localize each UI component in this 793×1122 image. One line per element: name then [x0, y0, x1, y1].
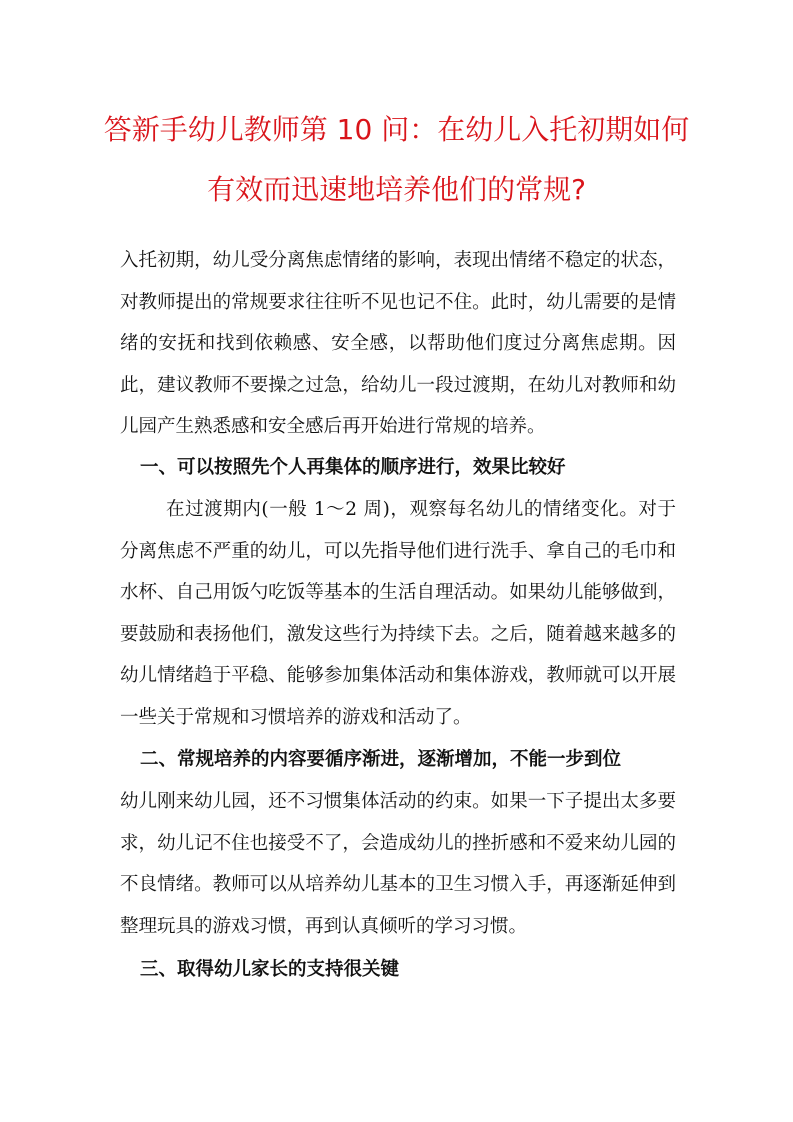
section-heading-1: 一、可以按照先个人再集体的顺序进行，效果比较好	[140, 457, 566, 478]
section-heading-3: 三、取得幼儿家长的支持很关键	[140, 959, 400, 980]
intro-paragraph: 入托初期，幼儿受分离焦虑情绪的影响，表现出情绪不稳定的状态，对教师提出的常规要求往往听不见也记不住。此时，幼儿需要的是情绪的安抚和找到依赖感、安全感，以帮助他们度过分离焦虑期。因此，建议教师不要操之过急，给幼儿一段过渡期，在幼儿对教师和幼儿园产生熟悉感和安全感后再开始进行常规的培养。	[120, 250, 676, 437]
title-line-1: 答新手幼儿教师第 10 问：在幼儿入托初期如何	[103, 113, 690, 146]
title-line-2: 有效而迅速地培养他们的常规?	[207, 173, 586, 206]
section-paragraph-1: 在过渡期内(一般 1～2 周)，观察每名幼儿的情绪变化。对于分离焦虑不严重的幼儿，可以先指导他们进行洗手、拿自己的毛巾和水杯、自己用饭勺吃饭等基本的生活自理活动。如果幼儿能够做到，要鼓励和表扬他们，激发这些行为持续下去。之后，随着越来越多的幼儿情绪趋于平稳、能够参加集体活动和集体游戏，教师就可以开展一些关于常规和习惯培养的游戏和活动了。	[120, 499, 676, 728]
section-paragraph-2: 幼儿刚来幼儿园，还不习惯集体活动的约束。如果一下子提出太多要求，幼儿记不住也接受不了，会造成幼儿的挫折感和不爱来幼儿园的不良情绪。教师可以从培养幼儿基本的卫生习惯入手，再逐渐延伸到整理玩具的游戏习惯，再到认真倾听的学习习惯。	[120, 791, 676, 937]
section-heading-2: 二、常规培养的内容要循序渐进，逐渐增加，不能一步到位	[140, 749, 622, 770]
